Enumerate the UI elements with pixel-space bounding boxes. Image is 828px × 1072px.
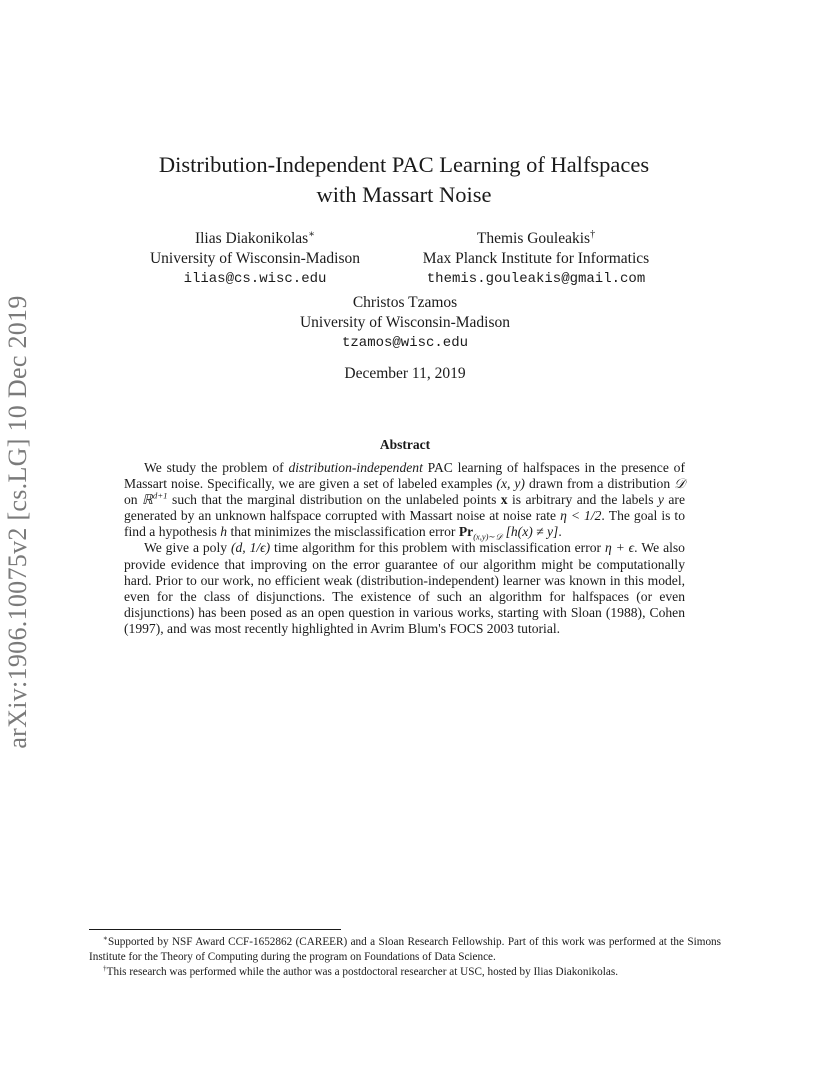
author-block-3 [270, 293, 540, 353]
footnotes [89, 935, 721, 980]
footnote-text: Supported by NSF Award CCF-1652862 (CAREER) and a Sloan Research Fellowship. Part of this work was performed at the Simons Institute for the Theory of Computing during the program on Foundations of Data Science. [89, 936, 721, 963]
math-inline: η + ϵ [604, 540, 635, 556]
emphasis-text: distribution-independent [288, 460, 423, 475]
text-run: . The goal is to find a hypothesis [124, 508, 685, 540]
author-email[interactable]: tzamos@wisc.edu [341, 335, 469, 351]
footnote-rule [89, 929, 341, 930]
author-email[interactable]: ilias@cs.wisc.edu [183, 271, 327, 287]
text-run: . [558, 524, 562, 540]
footnote-text: This research was performed while the author was a postdoctoral researcher at USC, hosted by Ilias Diakonikolas. [106, 966, 618, 978]
text-run: . We also provide evidence that improving on the error guarantee of our algorithm might be computationally hard. Prior to our work, no efficient weak (distribution-independent) learner was known in this model, even for the class of disjunctions. The existence of such an algorithm for halfspaces (or even disjunctions) has been posed as an open question in various works, starting with Sloan (1988), Cohen (1997), and was most recently highlighted in Avrim Blum's FOCS 2003 tutorial. [124, 540, 685, 636]
author-name: Ilias Diakonikolas [194, 230, 309, 247]
footnote-mark: † [103, 964, 107, 973]
footnote-2 [89, 965, 721, 980]
arxiv-stamp-text: arXiv:1906.10075v2 [cs.LG] 10 Dec 2019 [3, 295, 32, 749]
paper-date: December 11, 2019 [344, 365, 466, 382]
math-inline: ℝ [142, 492, 153, 508]
math-inline: y [657, 492, 664, 508]
math-inline: 𝒟 [674, 476, 686, 492]
author-footnote-mark[interactable]: † [590, 228, 596, 240]
text-run: We give a poly [144, 540, 231, 556]
text-run: such that the marginal distribution on the unlabeled points [167, 492, 501, 508]
author-block-2 [398, 229, 674, 289]
author-affiliation: Max Planck Institute for Informatics [422, 250, 650, 267]
author-footnote-mark[interactable]: ∗ [308, 228, 316, 240]
math-inline: x [500, 492, 508, 508]
text-run: are generated by an unknown halfspace corrupted with Massart noise at noise rate [124, 492, 685, 524]
abstract-paragraph-2 [124, 540, 685, 637]
author-affiliation: University of Wisconsin-Madison [149, 250, 361, 267]
text-run: that minimizes the misclassification error [227, 524, 459, 540]
author-affiliation: University of Wisconsin-Madison [299, 314, 511, 331]
math-superscript: d+1 [152, 490, 168, 501]
text-run: We study the problem of [144, 460, 289, 475]
abstract-paragraph-1 [124, 460, 686, 543]
math-subscript: (x,y)∼𝒟 [473, 532, 503, 543]
math-inline: (d, 1/ϵ) [230, 540, 271, 556]
footnote-1 [89, 935, 721, 965]
author-name: Themis Gouleakis [476, 230, 591, 247]
title-line-1: Distribution-Independent PAC Learning of Halfspaces [158, 152, 650, 177]
text-run: PAC learning of halfspaces in the presence of Massart noise. Specifically, we are given a set of labeled examples [124, 460, 685, 492]
author-block-1 [130, 229, 380, 289]
abstract-body [124, 460, 685, 637]
math-inline: [h(x) ≠ y] [505, 524, 559, 540]
text-run: is arbitrary and the labels [507, 492, 658, 508]
math-inline: η < 1/2 [560, 508, 602, 524]
text-run: on [124, 492, 143, 508]
author-name: Christos Tzamos [352, 294, 458, 311]
abstract-heading: Abstract [379, 437, 431, 452]
math-inline: h [220, 524, 228, 540]
math-inline: (x, y) [496, 476, 525, 492]
text-run: drawn from a distribution [524, 476, 675, 492]
footnote-mark: ∗ [103, 934, 108, 943]
text-run: time algorithm for this problem with misclassification error [270, 540, 605, 556]
title-line-2: with Massart Noise [316, 182, 492, 207]
math-inline: Pr [458, 524, 474, 540]
author-email[interactable]: themis.gouleakis@gmail.com [426, 271, 646, 287]
paper-title [100, 150, 708, 210]
